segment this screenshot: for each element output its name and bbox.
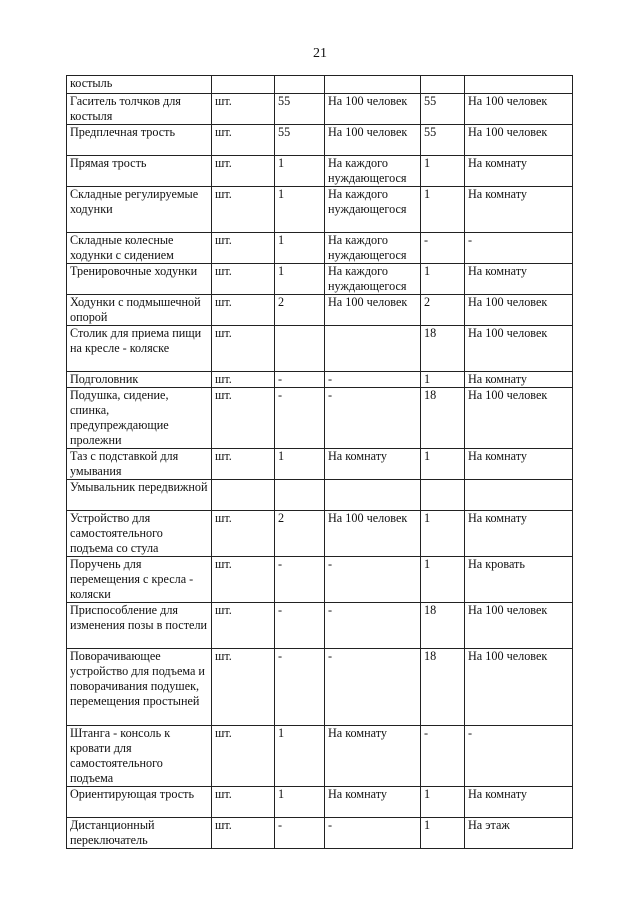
qty-2-cell: - <box>421 233 465 264</box>
item-name-cell: Прямая трость <box>67 156 212 187</box>
norm-1-cell: На 100 человек <box>325 295 421 326</box>
qty-1-cell <box>275 326 325 372</box>
norm-1-cell: На каждого нуждающегося <box>325 156 421 187</box>
norm-1-cell: - <box>325 818 421 849</box>
qty-1-cell: 2 <box>275 295 325 326</box>
qty-1-cell: 1 <box>275 156 325 187</box>
table-row <box>67 326 573 372</box>
table-row <box>67 649 573 726</box>
table-row <box>67 187 573 233</box>
norm-2-cell: - <box>465 726 573 787</box>
item-name-cell: Штанга - консоль к кровати для самостоятельного подъема <box>67 726 212 787</box>
table-row <box>67 726 573 787</box>
norm-1-cell <box>325 326 421 372</box>
item-name-cell: костыль <box>67 76 212 94</box>
norm-1-cell: На каждого нуждающегося <box>325 264 421 295</box>
unit-cell: шт. <box>212 125 275 156</box>
norm-1-cell: - <box>325 388 421 449</box>
norm-2-cell: На 100 человек <box>465 649 573 726</box>
qty-1-cell <box>275 76 325 94</box>
qty-1-cell: - <box>275 388 325 449</box>
qty-1-cell: - <box>275 818 325 849</box>
qty-2-cell: 1 <box>421 264 465 295</box>
norm-2-cell: На комнату <box>465 449 573 480</box>
qty-1-cell <box>275 480 325 511</box>
qty-2-cell <box>421 76 465 94</box>
unit-cell: шт. <box>212 233 275 264</box>
table-row <box>67 264 573 295</box>
table-row <box>67 557 573 603</box>
qty-2-cell: 1 <box>421 511 465 557</box>
qty-1-cell: 1 <box>275 726 325 787</box>
norm-2-cell: На 100 человек <box>465 94 573 125</box>
norm-2-cell: На комнату <box>465 511 573 557</box>
unit-cell: шт. <box>212 511 275 557</box>
item-name-cell: Подголовник <box>67 372 212 388</box>
unit-cell: шт. <box>212 726 275 787</box>
page-number: 21 <box>313 46 327 61</box>
item-name-cell: Гаситель толчков для костыля <box>67 94 212 125</box>
unit-cell <box>212 76 275 94</box>
qty-2-cell: - <box>421 726 465 787</box>
qty-1-cell: - <box>275 372 325 388</box>
item-name-cell: Умывальник передвижной <box>67 480 212 511</box>
table-row <box>67 125 573 156</box>
norm-2-cell <box>465 480 573 511</box>
norm-1-cell: На 100 человек <box>325 125 421 156</box>
qty-1-cell: - <box>275 649 325 726</box>
norm-2-cell: На этаж <box>465 818 573 849</box>
qty-2-cell: 55 <box>421 94 465 125</box>
norm-1-cell: - <box>325 557 421 603</box>
norm-1-cell: На комнату <box>325 726 421 787</box>
qty-1-cell: 1 <box>275 787 325 818</box>
item-name-cell: Ориентирующая трость <box>67 787 212 818</box>
norm-1-cell <box>325 480 421 511</box>
qty-1-cell: 1 <box>275 233 325 264</box>
item-name-cell: Ходунки с подмышечной опорой <box>67 295 212 326</box>
qty-1-cell: 1 <box>275 264 325 295</box>
norm-2-cell: На кровать <box>465 557 573 603</box>
item-name-cell: Складные регулируемые ходунки <box>67 187 212 233</box>
table-row <box>67 511 573 557</box>
qty-2-cell: 1 <box>421 557 465 603</box>
unit-cell: шт. <box>212 388 275 449</box>
table-body <box>67 76 573 849</box>
qty-2-cell: 18 <box>421 388 465 449</box>
norm-1-cell: На 100 человек <box>325 511 421 557</box>
qty-2-cell: 1 <box>421 787 465 818</box>
unit-cell: шт. <box>212 326 275 372</box>
norm-1-cell: На каждого нуждающегося <box>325 187 421 233</box>
qty-1-cell: 1 <box>275 449 325 480</box>
norm-2-cell: На комнату <box>465 187 573 233</box>
norm-2-cell: На комнату <box>465 787 573 818</box>
qty-2-cell: 18 <box>421 326 465 372</box>
item-name-cell: Подушка, сидение, спинка, предупреждающие пролежни <box>67 388 212 449</box>
table-row <box>67 233 573 264</box>
unit-cell: шт. <box>212 187 275 233</box>
item-name-cell: Поворачивающее устройство для подъема и поворачивания подушек, перемещения простыней <box>67 649 212 726</box>
unit-cell <box>212 480 275 511</box>
norm-2-cell: На комнату <box>465 156 573 187</box>
qty-2-cell: 18 <box>421 603 465 649</box>
norm-2-cell: На комнату <box>465 264 573 295</box>
unit-cell: шт. <box>212 264 275 295</box>
item-name-cell: Устройство для самостоятельного подъема со стула <box>67 511 212 557</box>
unit-cell: шт. <box>212 603 275 649</box>
unit-cell: шт. <box>212 94 275 125</box>
qty-1-cell: 55 <box>275 94 325 125</box>
item-name-cell: Столик для приема пищи на кресле - коляске <box>67 326 212 372</box>
norm-2-cell: На 100 человек <box>465 295 573 326</box>
norm-2-cell: На комнату <box>465 372 573 388</box>
unit-cell: шт. <box>212 295 275 326</box>
table-row <box>67 388 573 449</box>
item-name-cell: Приспособление для изменения позы в постели <box>67 603 212 649</box>
norm-2-cell: На 100 человек <box>465 388 573 449</box>
qty-2-cell <box>421 480 465 511</box>
norm-1-cell: - <box>325 649 421 726</box>
norm-1-cell: На комнату <box>325 449 421 480</box>
table-row <box>67 94 573 125</box>
table-row <box>67 603 573 649</box>
qty-1-cell: 2 <box>275 511 325 557</box>
qty-1-cell: - <box>275 557 325 603</box>
table-row <box>67 818 573 849</box>
norm-2-cell: На 100 человек <box>465 125 573 156</box>
table-row <box>67 76 573 94</box>
qty-2-cell: 1 <box>421 818 465 849</box>
table-row <box>67 372 573 388</box>
norm-1-cell: На комнату <box>325 787 421 818</box>
qty-1-cell: 55 <box>275 125 325 156</box>
norm-1-cell: - <box>325 372 421 388</box>
item-name-cell: Дистанционный переключатель <box>67 818 212 849</box>
qty-1-cell: 1 <box>275 187 325 233</box>
norm-2-cell: - <box>465 233 573 264</box>
equipment-table <box>66 75 573 849</box>
item-name-cell: Тренировочные ходунки <box>67 264 212 295</box>
norm-1-cell: - <box>325 603 421 649</box>
unit-cell: шт. <box>212 787 275 818</box>
table-row <box>67 295 573 326</box>
unit-cell: шт. <box>212 372 275 388</box>
unit-cell: шт. <box>212 557 275 603</box>
item-name-cell: Поручень для перемещения с кресла - коляски <box>67 557 212 603</box>
table-row <box>67 787 573 818</box>
unit-cell: шт. <box>212 449 275 480</box>
qty-2-cell: 2 <box>421 295 465 326</box>
qty-2-cell: 1 <box>421 449 465 480</box>
qty-2-cell: 1 <box>421 372 465 388</box>
item-name-cell: Складные колесные ходунки с сидением <box>67 233 212 264</box>
table-row <box>67 480 573 511</box>
unit-cell: шт. <box>212 649 275 726</box>
item-name-cell: Таз с подставкой для умывания <box>67 449 212 480</box>
table-row <box>67 156 573 187</box>
qty-2-cell: 1 <box>421 156 465 187</box>
norm-1-cell <box>325 76 421 94</box>
norm-2-cell: На 100 человек <box>465 326 573 372</box>
table-row <box>67 449 573 480</box>
qty-2-cell: 55 <box>421 125 465 156</box>
qty-2-cell: 1 <box>421 187 465 233</box>
unit-cell: шт. <box>212 156 275 187</box>
qty-2-cell: 18 <box>421 649 465 726</box>
norm-2-cell: На 100 человек <box>465 603 573 649</box>
norm-1-cell: На 100 человек <box>325 94 421 125</box>
norm-1-cell: На каждого нуждающегося <box>325 233 421 264</box>
norm-2-cell <box>465 76 573 94</box>
qty-1-cell: - <box>275 603 325 649</box>
item-name-cell: Предплечная трость <box>67 125 212 156</box>
unit-cell: шт. <box>212 818 275 849</box>
